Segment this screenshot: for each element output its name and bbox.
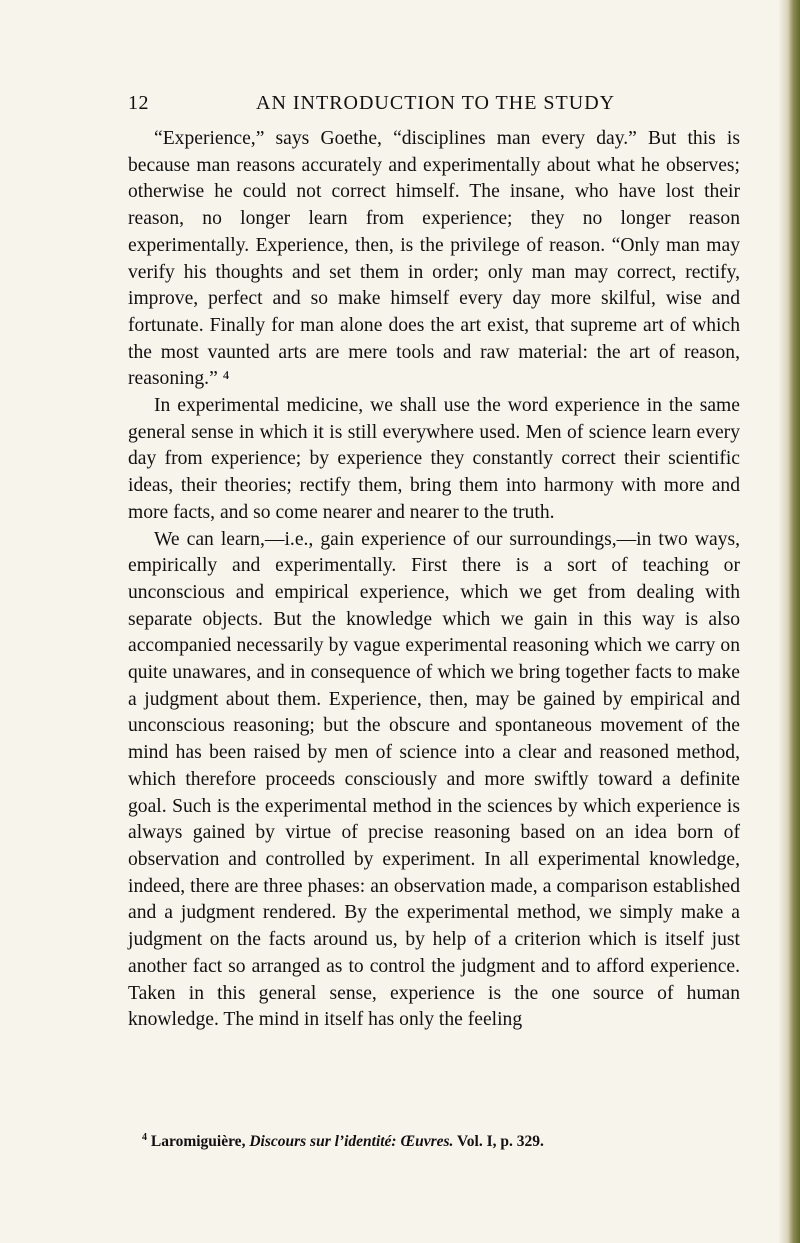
page-edge-shadow	[778, 0, 800, 1243]
body-text	[128, 126, 740, 1034]
footnote-reference: Vol. I, p. 329.	[457, 1133, 544, 1151]
footnote-author: Laromiguière,	[150, 1133, 246, 1151]
page-header	[128, 92, 728, 116]
footnote	[142, 1128, 742, 1152]
paragraph-experimental-medicine: In experimental medicine, we shall use the word experience in the same general sense in which it is still everywhere used. Men of science learn every day from experience; by experience they constantly correct their scientific ideas, their theories; rectify them, bring them into harmony with more and more facts, and so come nearer and nearer to the truth.	[128, 395, 740, 523]
page-number: 12	[128, 92, 149, 114]
footnote-marker: 4	[142, 1132, 147, 1143]
paragraph-goethe-quote: “Experience,” says Goethe, “disciplines man every day.” But this is because man reasons accurately and experimentally about what he observes; otherwise he could not correct himself. The insane, who have lost their reason, no longer learn from experience; they no longer reason experimentally. Experience, then, is the privilege of reason. “Only man may verify his thoughts and set them in order; only man may correct, rectify, improve, perfect and so make himself every day more skilful, wise and fortunate. Finally for man alone does the art exist, that supreme art of which the most vaunted arts are mere tools and raw material: the art of reason, reasoning.” ⁴	[128, 128, 740, 390]
running-title: AN INTRODUCTION TO THE STUDY	[256, 92, 616, 114]
footnote-title: Discours sur l’identité: Œuvres.	[249, 1133, 454, 1151]
paragraph-two-ways: We can learn,—i.e., gain experience of our surroundings,—in two ways, empirically and experimentally. First there is a sort of teaching or unconscious and empirical experience, which we get from dealing with separate objects. But the knowledge which we gain in this way is also accompanied necessarily by vague experimental reasoning which we carry on quite unawares, and in consequence of which we bring together facts to make a judgment about them. Experience, then, may be gained by empirical and unconscious reasoning; but the obscure and spontaneous movement of the mind has been raised by men of science into a clear and reasoned method, which therefore proceeds consciously and more swiftly toward a definite goal. Such is the experimental method in the sciences by which experience is always gained by virtue of precise reasoning based on an idea born of observation and controlled by experiment. In all experimental knowledge, indeed, there are three phases: an observation made, a comparison established and a judgment rendered. By the experimental method, we simply make a judgment on the facts around us, by help of a criterion which is itself just another fact so arranged as to control the judgment and to afford experience. Taken in this general sense, experience is the one source of human knowledge. The mind in itself has only the feeling	[128, 528, 740, 1031]
